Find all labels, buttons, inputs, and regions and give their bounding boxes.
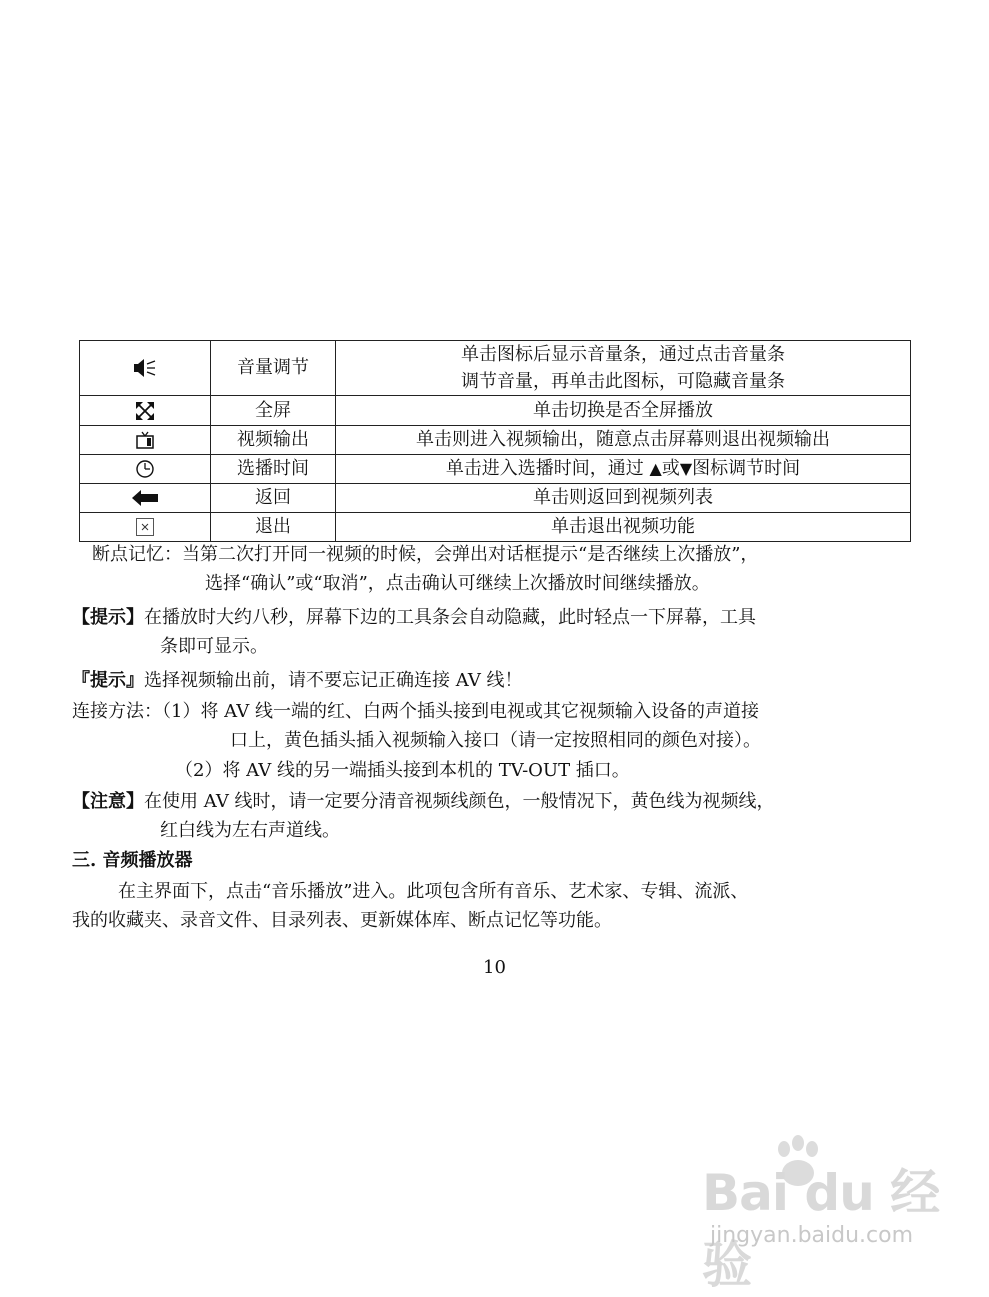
table-cell-desc [336, 341, 911, 396]
note-line-2: 红白线为左右声道线。 [160, 820, 340, 841]
audio-line-1: 在主界面下，点击“音乐播放”进入。此项包含所有音乐、艺术家、专辑、流派、 [118, 881, 749, 902]
table-row [80, 513, 911, 542]
audio-line-2: 我的收藏夹、录音文件、目录列表、更新媒体库、断点记忆等功能。 [72, 910, 612, 931]
desc-line: 单击图标后显示音量条，通过点击音量条 [461, 344, 785, 365]
section-heading: 三. 音频播放器 [72, 850, 193, 871]
table-cell-name: 退出 [211, 513, 336, 542]
table-row [80, 396, 911, 426]
desc-line: 调节音量，再单击此图标，可隐藏音量条 [461, 371, 785, 392]
left-arrow-icon [132, 490, 158, 506]
tip-text: 在播放时大约八秒，屏幕下边的工具条会自动隐藏，此时轻点一下屏幕，工具 [144, 607, 756, 628]
table-cell-desc: 单击退出视频功能 [336, 513, 911, 542]
clock-icon [135, 459, 155, 479]
table-cell-name: 音量调节 [211, 341, 336, 396]
connection-line-2: 口上，黄色插头插入视频输入接口（请一定按照相同的颜色对接）。 [230, 730, 761, 751]
table-row [80, 341, 911, 396]
resume-line-2: 选择“确认”或“取消”，点击确认可继续上次播放时间继续播放。 [205, 573, 710, 594]
table-row [80, 426, 911, 455]
table-cell-name: 选播时间 [211, 455, 336, 484]
resume-line-1: 断点记忆：当第二次打开同一视频的时候，会弹出对话框提示“是否继续上次播放”， [92, 544, 759, 565]
desc-text: 单击进入选播时间，通过 [445, 458, 650, 479]
fullscreen-icon [135, 401, 155, 421]
video-icon-table [79, 340, 911, 542]
note-tag: 【注意】 [72, 791, 144, 812]
watermark-brand: Bai du 经验 [702, 1164, 940, 1294]
table-cell-name: 返回 [211, 484, 336, 513]
desc-text: 或 [661, 458, 680, 479]
tip1-line-1 [72, 604, 756, 632]
table-cell-name: 全屏 [211, 396, 336, 426]
up-triangle-icon: ▲ [649, 459, 662, 478]
tip-text: 选择视频输出前，请不要忘记正确连接 AV 线！ [144, 670, 523, 691]
note-line-1 [72, 788, 775, 816]
tip-tag: 【提示】 [72, 607, 144, 628]
connection-line-1: 连接方法：（1）将 AV 线一端的红、白两个插头接到电视或其它视频输入设备的声道接 [72, 701, 759, 722]
table-cell-desc: 单击切换是否全屏播放 [336, 396, 911, 426]
tip1-line-2: 条即可显示。 [160, 636, 268, 657]
page-number: 10 [483, 957, 506, 978]
table-cell-desc [336, 455, 911, 484]
table-cell-desc: 单击则返回到视频列表 [336, 484, 911, 513]
tv-icon [135, 430, 155, 450]
speaker-icon [133, 358, 157, 378]
down-triangle-icon: ▼ [679, 459, 693, 478]
note-text: 在使用 AV 线时，请一定要分清音视频线颜色，一般情况下，黄色线为视频线， [144, 791, 775, 812]
connection-line-3: （2）将 AV 线的另一端插头接到本机的 TV-OUT 插口。 [175, 760, 630, 781]
baidu-jingyan-watermark [690, 1135, 950, 1294]
table-row [80, 484, 911, 513]
table-cell-name: 视频输出 [211, 426, 336, 455]
desc-text: 图标调节时间 [692, 458, 801, 479]
close-box-icon [135, 517, 155, 537]
table-row [80, 455, 911, 484]
table-cell-desc: 单击则进入视频输出，随意点击屏幕则退出视频输出 [336, 426, 911, 455]
watermark-url: jingyan.baidu.com [710, 1223, 914, 1248]
tip2-line [72, 667, 523, 695]
tip-tag: 『提示』 [72, 670, 144, 691]
